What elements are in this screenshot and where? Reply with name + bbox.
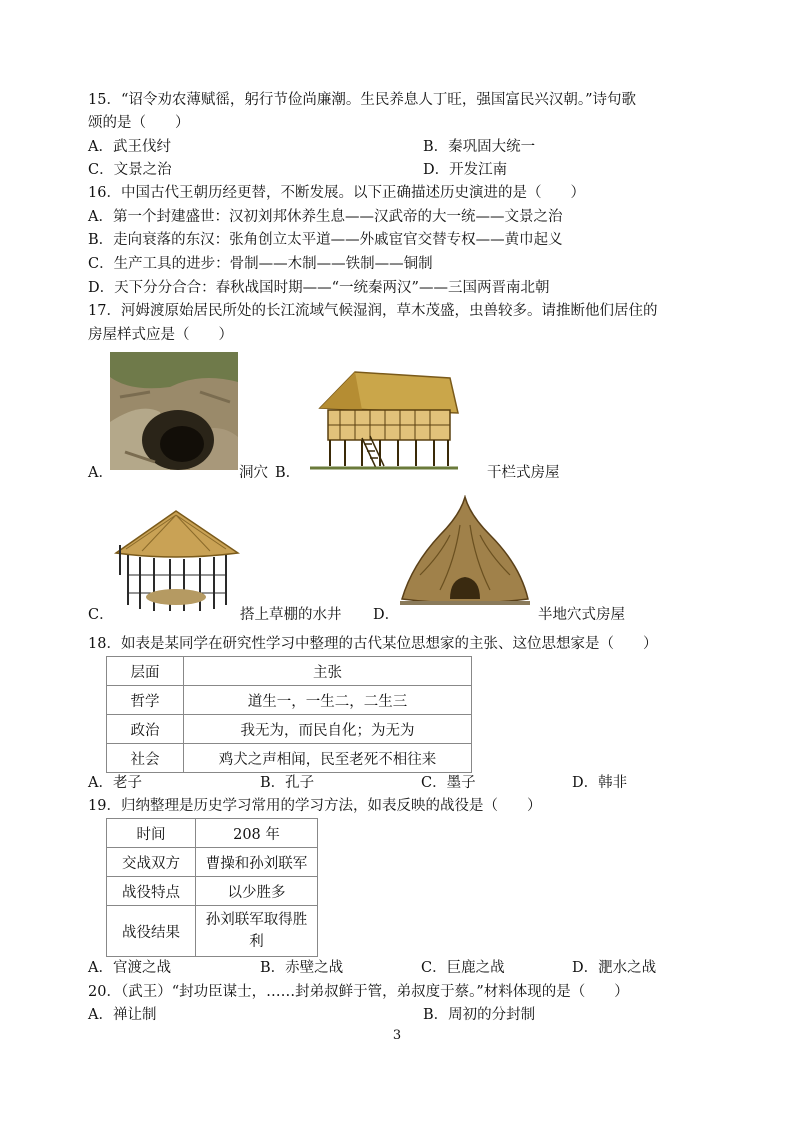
- q19-option-a[interactable]: A．官渡之战: [88, 960, 171, 976]
- q18-stem: 18．如表是某同学在研究性学习中整理的古代某位思想家的主张、这位思想家是（ ）: [88, 636, 658, 652]
- table-cell-line1: 孙刘联军取得胜: [205, 912, 308, 928]
- q19-option-b[interactable]: B．赤壁之战: [260, 960, 344, 976]
- table-cell: 社会: [107, 744, 184, 773]
- q15-option-a[interactable]: A．武王伐纣: [88, 139, 171, 155]
- q16-stem: 16．中国古代王朝历经更替，不断发展。以下正确描述历史演进的是（ ）: [88, 185, 585, 201]
- semi-subterranean-house-image[interactable]: [400, 495, 530, 615]
- q16-option-a[interactable]: A．第一个封建盛世：汉初刘邦休养生息——汉武帝的大一统——文景之治: [88, 209, 563, 225]
- q15-option-d[interactable]: D．开发江南: [423, 162, 508, 178]
- table-cell: 道生一，一生二，二生三: [184, 686, 472, 715]
- table-cell: 主张: [184, 657, 472, 686]
- table-cell: 时间: [107, 819, 196, 848]
- table-cell: 以少胜多: [196, 877, 318, 906]
- q17-stem-line2: 房屋样式应是（ ）: [88, 327, 233, 343]
- q15-option-b[interactable]: B．秦巩固大统一: [423, 139, 536, 155]
- q19-table: [106, 818, 318, 957]
- q19-option-d[interactable]: D．淝水之战: [572, 960, 657, 976]
- q17-option-d-letter[interactable]: D．: [373, 607, 400, 623]
- table-cell: 层面: [107, 657, 184, 686]
- q18-option-a[interactable]: A．老子: [88, 775, 142, 791]
- q16-option-d[interactable]: D．天下分分合合：春秋战国时期——“一统秦两汉”——三国两晋南北朝: [88, 280, 550, 296]
- table-cell: [196, 906, 318, 957]
- q19-option-c[interactable]: C．巨鹿之战: [421, 960, 505, 976]
- q16-option-b[interactable]: B．走向衰落的东汉：张角创立太平道——外戚宦官交替专权——黄巾起义: [88, 232, 563, 248]
- table-cell: 政治: [107, 715, 184, 744]
- q17-option-b-letter[interactable]: B．: [275, 465, 301, 481]
- q18-table: [106, 656, 472, 773]
- table-cell: 鸡犬之声相闻，民至老死不相往来: [184, 744, 472, 773]
- table-cell: 我无为，而民自化；为无为: [184, 715, 472, 744]
- page-number: 3: [392, 1028, 402, 1043]
- q16-option-c[interactable]: C．生产工具的进步：骨制——木制——铁制——铜制: [88, 256, 433, 272]
- q20-option-a[interactable]: A．禅让制: [88, 1007, 157, 1023]
- q17-option-a-letter[interactable]: A．: [88, 465, 113, 481]
- q17-option-c-caption: 搭上草棚的水井: [240, 607, 342, 623]
- table-cell: 战役结果: [107, 906, 196, 957]
- q20-stem: 20．（武王）“封功臣谋士，……封弟叔鲜于管，弟叔度于蔡。”材料体现的是（ ）: [88, 984, 629, 1000]
- q15-stem-line2: 颂的是（ ）: [88, 115, 190, 131]
- cave-image[interactable]: [110, 352, 238, 470]
- table-cell: 曹操和孙刘联军: [196, 848, 318, 877]
- table-cell: 战役特点: [107, 877, 196, 906]
- q20-option-b[interactable]: B．周初的分封制: [423, 1007, 536, 1023]
- stilt-house-image[interactable]: [300, 368, 460, 472]
- q17-stem-line1: 17．河姆渡原始居民所处的长江流域气候湿润，草木茂盛，虫兽较多。请推断他们居住的: [88, 303, 658, 319]
- table-cell: 交战双方: [107, 848, 196, 877]
- thatched-well-image[interactable]: [112, 505, 240, 615]
- q15-option-c[interactable]: C．文景之治: [88, 162, 172, 178]
- q18-option-c[interactable]: C．墨子: [421, 775, 476, 791]
- q17-option-d-caption: 半地穴式房屋: [538, 607, 625, 623]
- table-cell-line2: 利: [249, 934, 264, 950]
- q19-stem: 19．归纳整理是历史学习常用的学习方法，如表反映的战役是（ ）: [88, 798, 542, 814]
- q18-option-d[interactable]: D．韩非: [572, 775, 628, 791]
- q15-stem-line1: 15．“诏令劝农薄赋徭，躬行节俭尚廉潮。生民养息人丁旺，强国富民兴汉朝。”诗句歌: [88, 92, 637, 108]
- q18-option-b[interactable]: B．孔子: [260, 775, 315, 791]
- q17-option-c-letter[interactable]: C．: [88, 607, 114, 623]
- table-cell: 哲学: [107, 686, 184, 715]
- table-cell: 208 年: [196, 819, 318, 848]
- q17-option-a-caption: 洞穴: [239, 465, 268, 481]
- q17-option-b-caption: 干栏式房屋: [487, 465, 560, 481]
